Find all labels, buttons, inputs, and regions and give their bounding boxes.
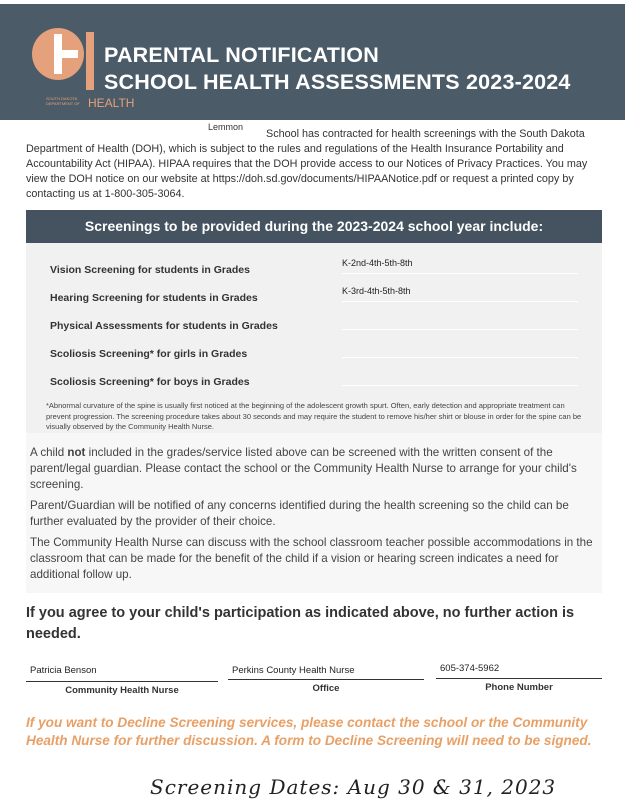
screenings-table [26, 243, 602, 433]
signature-line [436, 678, 602, 679]
signature-line [26, 681, 218, 682]
phone-value: 605-374-5962 [440, 663, 500, 674]
text: included in the grades/service listed above can be screened with the written consent of the parent/legal guardian. Please contact the school or the Community Health Nurse to arrange for your child's screening. [30, 446, 577, 491]
school-name: Lemmon [208, 122, 244, 132]
sd-health-logo [32, 28, 135, 110]
logo-small-text: SOUTH DAKOTA DEPARTMENT OF [46, 96, 80, 106]
nurse-label: Community Health Nurse [65, 685, 179, 696]
title-line-2: SCHOOL HEALTH ASSESSMENTS 2023-2024 [104, 70, 571, 94]
screenings-heading: Screenings to be provided during the 2023-2024 school year include: [26, 210, 602, 243]
notification-paragraph: Parent/Guardian will be notified of any concerns identified during the health screening so the child can be further evaluated by the provider of their choice. [30, 499, 569, 528]
screening-grades: K-3rd-4th-5th-8th [342, 286, 411, 296]
grades-line [342, 357, 578, 358]
nurse-name: Patricia Benson [30, 665, 97, 676]
intro-paragraph [26, 122, 606, 202]
scoliosis-footnote: *Abnormal curvature of the spine is usually first noticed at the beginning of the adolescent growth spurt. Often, early detection and appropriate treatment can prevent progression. The screening procedure takes about 30 seconds and may require the student to remove his/her shirt or blouse in order for the spine can be visually observed by the Community Health Nurse. [46, 401, 582, 431]
screening-label: Scoliosis Screening* for boys in Grades [50, 376, 250, 388]
screening-grades: K-2nd-4th-5th-8th [342, 258, 413, 268]
handwritten-screening-dates: Screening Dates: Aug 30 & 31, 2023 [150, 775, 557, 799]
text: A child [30, 446, 68, 459]
accommodation-paragraph: The Community Health Nurse can discuss with the school classroom teacher possible accommodations in the classroom that can be made for the benefit of the child if a vision or hearing screen indicates a need for additional follow up. [30, 536, 593, 581]
grades-line [342, 301, 578, 302]
emphasis: not [67, 446, 86, 459]
office-label: Office [312, 683, 340, 694]
grades-line [342, 329, 578, 330]
title-line-1: PARENTAL NOTIFICATION [104, 43, 379, 67]
grades-line [342, 385, 578, 386]
phone-label: Phone Number [485, 682, 553, 693]
consent-paragraph [30, 445, 600, 493]
intro-text: School has contracted for health screenings with the South Dakota Department of Health (DOH), which is subject to the rules and regulations of the Health Insurance Portability and Accountability Act (HIPAA). HIPAA requires that the DOH provide access to our Notices of Privacy Practices. You may view the DOH notice on our website at https://doh.sd.gov/documents/HIPAANotice.pdf or request a printed copy by contacting us at 1-800-305-3064. [26, 128, 588, 200]
signature-line [228, 679, 424, 680]
header-banner [0, 4, 625, 120]
agree-statement: If you agree to your child's participation as indicated above, no further action is needed. [26, 605, 575, 642]
screening-label: Hearing Screening for students in Grades [50, 292, 258, 304]
screening-label: Scoliosis Screening* for girls in Grades [50, 348, 248, 360]
office-value: Perkins County Health Nurse [232, 665, 355, 676]
screening-label: Vision Screening for students in Grades [50, 264, 250, 276]
page-title [104, 42, 571, 96]
decline-notice: If you want to Decline Screening services, please contact the school or the Community Health Nurse for further discussion. A form to Decline Screening will need to be signed. [26, 715, 592, 748]
screening-label: Physical Assessments for students in Grades [50, 320, 278, 332]
grades-line [342, 273, 578, 274]
logo-word: HEALTH [88, 96, 135, 110]
